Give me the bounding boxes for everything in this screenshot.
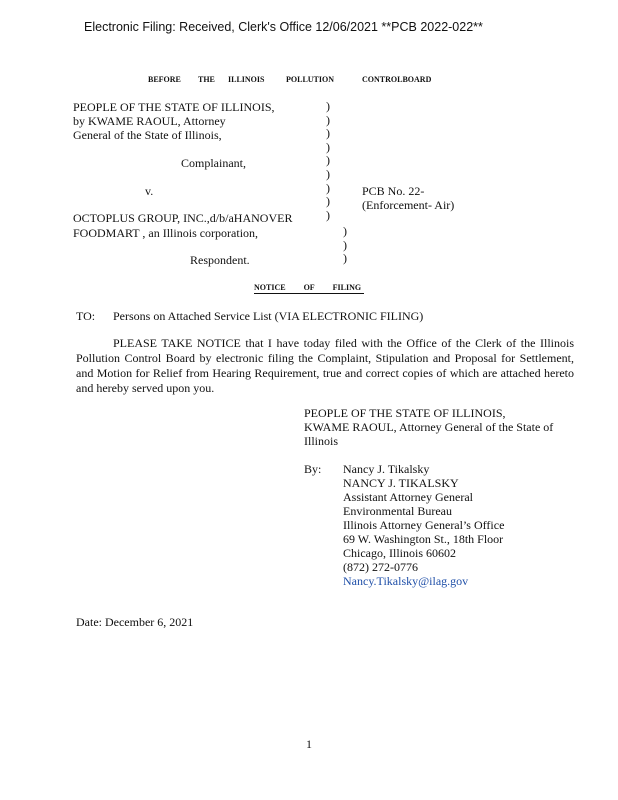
caption-paren: ) xyxy=(326,126,330,141)
caption-plaintiff-line: General of the State of Illinois, xyxy=(73,128,222,142)
caption-defendant-line: OCTOPLUS GROUP, INC.,d/b/aHANOVER xyxy=(73,211,293,225)
board-title-word: BEFORE xyxy=(148,75,181,84)
board-title-word: THE xyxy=(198,75,215,84)
signature-party-line: KWAME RAOUL, Attorney General of the State of xyxy=(304,420,554,434)
caption-versus: v. xyxy=(145,184,154,198)
caption-plaintiff-line: by KWAME RAOUL, Attorney xyxy=(73,114,226,128)
board-title-word: ILLINOIS xyxy=(228,75,265,84)
notice-body-paragraph: PLEASE TAKE NOTICE that I have today filed with the Office of the Clerk of the Illinois Pollution Control Board by electronic filing the Complaint, Stipulation and Proposal for Settlement, and Motion for Relief from Hearing Requirement, true and correct copies of which are attached hereto and hereby served upon you. xyxy=(76,336,574,395)
to-label: TO: xyxy=(76,309,96,323)
board-title-word: CONTROLBOARD xyxy=(362,75,432,84)
case-number: PCB No. 22- xyxy=(362,184,425,198)
caption-paren: ) xyxy=(326,207,330,222)
caption-paren: ) xyxy=(326,194,330,209)
caption-paren: ) xyxy=(326,139,330,154)
page-number: 1 xyxy=(306,737,312,751)
caption-plaintiff-line: PEOPLE OF THE STATE OF ILLINOIS, xyxy=(73,100,275,114)
caption-paren: ) xyxy=(326,167,330,181)
caption-defendant-line: FOODMART , an Illinois corporation, xyxy=(73,226,259,240)
case-type: (Enforcement- Air) xyxy=(362,198,455,212)
notice-title-word: FILING xyxy=(332,283,362,292)
notice-of-filing-title xyxy=(254,283,364,294)
signature-line: Chicago, Illinois 60602 xyxy=(343,546,456,560)
by-label: By: xyxy=(304,462,322,476)
signature-line: NANCY J. TIKALSKY xyxy=(343,476,459,490)
signature-line: Environmental Bureau xyxy=(343,504,452,518)
caption-respondent: Respondent. xyxy=(190,253,250,267)
board-title-word: POLLUTION xyxy=(286,75,335,84)
caption-paren: ) xyxy=(326,180,330,195)
signature-line: Illinois Attorney General’s Office xyxy=(343,518,505,532)
email-link[interactable]: Nancy.Tikalsky@ilag.gov xyxy=(343,574,469,588)
caption-paren: ) xyxy=(326,112,330,127)
signature-line: Assistant Attorney General xyxy=(343,490,473,504)
notice-title-word: OF xyxy=(303,283,315,292)
caption-paren: ) xyxy=(326,153,330,168)
signature-party-line: Illinois xyxy=(304,434,339,448)
signature-line: Nancy J. Tikalsky xyxy=(343,462,430,476)
filing-stamp-header: Electronic Filing: Received, Clerk's Office 12/06/2021 **PCB 2022-022** xyxy=(84,20,483,34)
signature-line: (872) 272-0776 xyxy=(343,560,418,574)
filing-date: Date: December 6, 2021 xyxy=(76,615,194,629)
notice-title-word: NOTICE xyxy=(254,283,286,292)
caption-paren: ) xyxy=(343,251,347,266)
caption-paren: ) xyxy=(343,224,347,238)
signature-party-line: PEOPLE OF THE STATE OF ILLINOIS, xyxy=(304,406,506,420)
signature-line: 69 W. Washington St., 18th Floor xyxy=(343,532,504,546)
caption-complainant: Complainant, xyxy=(181,156,246,170)
caption-paren: ) xyxy=(326,99,330,113)
caption-paren: ) xyxy=(343,237,347,252)
to-recipients: Persons on Attached Service List (VIA ELECTRONIC FILING) xyxy=(113,309,424,323)
